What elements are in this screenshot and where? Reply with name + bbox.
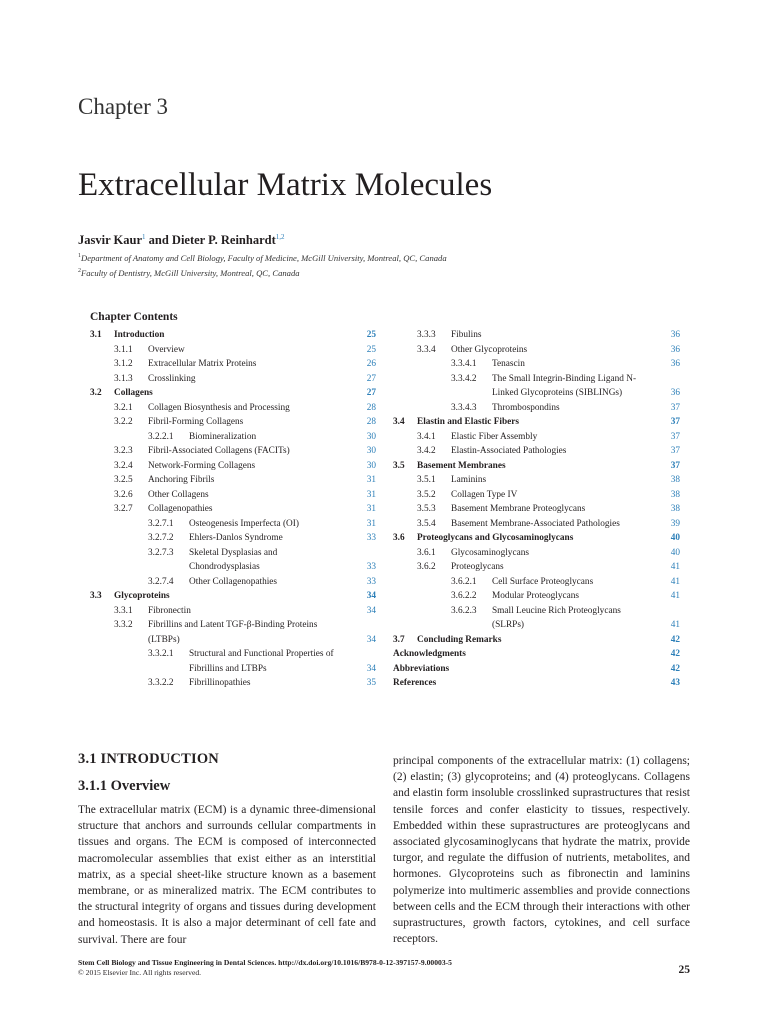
toc-page-link[interactable]: 28 bbox=[366, 402, 376, 413]
toc-page-link[interactable]: 37 bbox=[670, 402, 680, 413]
toc-entry-title: Glycosaminoglycans bbox=[451, 547, 529, 558]
toc-entry-title: Structural and Functional Properties of Fibrillins and LTBPs bbox=[189, 649, 334, 674]
toc-page-link[interactable]: 38 bbox=[670, 475, 680, 485]
toc-entry-number: 3.6.2.2 bbox=[451, 591, 477, 601]
toc-entry[interactable] bbox=[393, 575, 680, 590]
toc-page-link[interactable]: 28 bbox=[366, 417, 376, 427]
toc-entry[interactable] bbox=[393, 531, 680, 546]
toc-column-left bbox=[90, 328, 376, 691]
toc-entry-title: Biomineralization bbox=[189, 431, 257, 442]
toc-entry-number: 3.2.7.2 bbox=[148, 533, 174, 543]
page-number: 25 bbox=[678, 964, 690, 976]
toc-entry[interactable] bbox=[393, 517, 680, 532]
toc-entry[interactable] bbox=[90, 444, 376, 459]
toc-entry[interactable] bbox=[90, 488, 376, 503]
toc-entry-number: 3.3.4.3 bbox=[451, 402, 477, 413]
toc-entry[interactable] bbox=[90, 415, 376, 430]
affiliation-mark: 1 bbox=[142, 233, 146, 241]
affiliation-number: 1 bbox=[78, 253, 81, 260]
toc-entry-number: 3.3.4.2 bbox=[451, 373, 477, 384]
toc-entry-title: Extracellular Matrix Proteins bbox=[148, 359, 257, 369]
toc-entry[interactable] bbox=[393, 502, 680, 517]
author-name: Jasvir Kaur bbox=[78, 233, 143, 248]
section-heading: 3.1 INTRODUCTION bbox=[78, 751, 219, 767]
toc-page-link[interactable]: 38 bbox=[670, 504, 680, 514]
toc-entry-number: 3.4.2 bbox=[417, 446, 436, 456]
footer-copyright: © 2015 Elsevier Inc. All rights reserved. bbox=[78, 968, 202, 977]
toc-entry-number: 3.1.1 bbox=[114, 344, 133, 355]
toc-entry-title: The Small Integrin-Binding Ligand N-Linked Glycoproteins (SIBLINGs) bbox=[492, 373, 637, 398]
toc-entry-title: Other Collagens bbox=[148, 489, 209, 500]
toc-entry-number: 3.2.7.3 bbox=[148, 547, 174, 558]
toc-entry-title: Collagens bbox=[114, 388, 153, 398]
toc-entry-title: Concluding Remarks bbox=[417, 634, 502, 645]
toc-entry[interactable] bbox=[393, 444, 680, 459]
toc-entry-title: Thrombospondins bbox=[492, 402, 560, 413]
toc-page-link[interactable]: 26 bbox=[366, 359, 376, 369]
body-text-left: The extracellular matrix (ECM) is a dynamic three-dimensional structure that anchors and surrounds cellular compartments in tissues and organs. The ECM is composed of interconnected macromolecular assemblies that exist either as an interstitial matrix, as a special sheet-like structure known as a basement membrane, or as mineralized matrix. The ECM contributes to the structural integrity of organs and tissues during development and homeostasis. It is also a major determinant of cell fate and survival. There are four bbox=[78, 804, 376, 946]
toc-entry-title: Other Collagenopathies bbox=[189, 576, 278, 587]
affiliation-2 bbox=[78, 268, 300, 278]
toc-entry-number: 3.2.1 bbox=[114, 402, 133, 413]
toc-entry-number: 3.3.2 bbox=[114, 620, 133, 630]
toc-entry-number: 3.3 bbox=[90, 591, 102, 601]
toc-entry-number: 3.3.1 bbox=[114, 605, 133, 616]
affiliation-1 bbox=[78, 253, 447, 263]
author-name: Dieter P. Reinhardt bbox=[171, 233, 276, 248]
toc-entry[interactable] bbox=[393, 415, 680, 430]
toc-page-link[interactable]: 37 bbox=[670, 446, 680, 456]
toc-page-link[interactable]: 34 bbox=[366, 663, 376, 674]
toc-entry-title: Crosslinking bbox=[148, 373, 196, 384]
toc-entry-title: Osteogenesis Imperfecta (OI) bbox=[189, 518, 299, 529]
toc-entry-number: 3.5 bbox=[393, 460, 405, 471]
toc-entry-number: 3.2.7 bbox=[114, 504, 133, 514]
toc-entry[interactable] bbox=[90, 531, 376, 546]
toc-entry[interactable] bbox=[393, 488, 680, 503]
toc-entry[interactable] bbox=[393, 357, 680, 372]
toc-entry-number: 3.4 bbox=[393, 417, 405, 427]
chapter-title: Extracellular Matrix Molecules bbox=[78, 167, 493, 203]
toc-entry[interactable] bbox=[90, 430, 376, 445]
toc-page-link[interactable]: 41 bbox=[670, 576, 680, 587]
toc-entry-number: 3.6.1 bbox=[417, 547, 436, 558]
toc-entry-number: 3.3.2.1 bbox=[148, 649, 174, 659]
toc-entry-number: 3.6.2 bbox=[417, 562, 436, 572]
toc-entry-title: Fibrillinopathies bbox=[189, 678, 251, 688]
toc-entry-number: 3.6 bbox=[393, 533, 405, 543]
toc-page-link[interactable]: 33 bbox=[366, 562, 376, 572]
toc-entry-title: Fibrillins and Latent TGF-β-Binding Proteins (LTBPs) bbox=[148, 620, 318, 645]
toc-entry[interactable] bbox=[90, 386, 376, 401]
toc-entry-title: Abbreviations bbox=[393, 663, 450, 674]
toc-entry-number: 3.3.3 bbox=[417, 330, 436, 340]
affiliation-text: Faculty of Dentistry, McGill University, Montreal, QC, Canada bbox=[81, 268, 300, 278]
toc-entry-number: 3.6.2.1 bbox=[451, 576, 477, 587]
toc-entry-title: Glycoproteins bbox=[114, 591, 170, 601]
toc-entry[interactable] bbox=[90, 357, 376, 372]
toc-entry-title: Anchoring Fibrils bbox=[148, 475, 215, 485]
toc-column-right bbox=[393, 328, 680, 691]
toc-entry-number: 3.5.4 bbox=[417, 518, 436, 529]
toc-entry-number: 3.7 bbox=[393, 634, 405, 645]
toc-entry[interactable] bbox=[90, 328, 376, 343]
toc-entry[interactable] bbox=[90, 459, 376, 474]
toc-entry[interactable] bbox=[90, 618, 376, 647]
toc-page-link[interactable]: 27 bbox=[366, 388, 376, 398]
toc-entry[interactable] bbox=[90, 372, 376, 387]
toc-entry-title: Proteoglycans and Glycosaminoglycans bbox=[417, 533, 574, 543]
toc-entry-title: Tenascin bbox=[492, 359, 525, 369]
toc-entry[interactable] bbox=[393, 430, 680, 445]
toc-entry-number: 3.3.2.2 bbox=[148, 678, 174, 688]
toc-entry-number: 3.2.5 bbox=[114, 475, 133, 485]
toc-entry[interactable] bbox=[90, 517, 376, 532]
toc-entry-title: Elastic Fiber Assembly bbox=[451, 431, 538, 442]
toc-entry-number: 3.2.2 bbox=[114, 417, 133, 427]
toc-entry-title: Fibulins bbox=[451, 330, 482, 340]
toc-entry[interactable] bbox=[393, 662, 680, 677]
toc-entry[interactable] bbox=[393, 343, 680, 358]
toc-entry-title: Fibronectin bbox=[148, 605, 191, 616]
toc-page-link[interactable]: 30 bbox=[366, 431, 376, 442]
toc-page-link[interactable]: 43 bbox=[670, 678, 680, 688]
toc-entry-number: 3.5.3 bbox=[417, 504, 436, 514]
affiliation-mark: 1,2 bbox=[275, 233, 285, 241]
toc-page-link[interactable]: 31 bbox=[366, 489, 376, 500]
toc-entry[interactable] bbox=[90, 647, 376, 676]
toc-entry-title: Fibril-Associated Collagens (FACITs) bbox=[148, 446, 290, 456]
toc-page-link[interactable]: 36 bbox=[670, 359, 680, 369]
toc-entry-number: 3.1.3 bbox=[114, 373, 133, 384]
toc-entry[interactable] bbox=[393, 604, 680, 633]
toc-entry-title: Collagen Type IV bbox=[451, 489, 518, 500]
toc-entry-title: Basement Membrane Proteoglycans bbox=[451, 504, 586, 514]
toc-entry-title: Elastin and Elastic Fibers bbox=[417, 417, 520, 427]
toc-entry[interactable] bbox=[393, 560, 680, 575]
toc-entry-title: Skeletal Dysplasias and Chondrodysplasias bbox=[189, 547, 278, 572]
toc-page-link[interactable]: 40 bbox=[670, 533, 680, 543]
toc-entry-number: 3.3.4.1 bbox=[451, 359, 477, 369]
toc-entry-number: 3.1 bbox=[90, 330, 102, 340]
toc-entry[interactable] bbox=[393, 647, 680, 662]
toc-entry[interactable] bbox=[393, 473, 680, 488]
toc-entry-title: Basement Membranes bbox=[417, 460, 506, 471]
toc-entry-title: Collagen Biosynthesis and Processing bbox=[148, 402, 290, 413]
toc-page-link[interactable]: 34 bbox=[366, 591, 376, 601]
toc-entry-number: 3.5.2 bbox=[417, 489, 436, 500]
toc-entry[interactable] bbox=[393, 589, 680, 604]
toc-entry[interactable] bbox=[393, 372, 680, 401]
author-line bbox=[78, 233, 284, 248]
toc-page-link[interactable]: 25 bbox=[366, 330, 376, 340]
toc-page-link[interactable]: 37 bbox=[670, 460, 680, 471]
contents-title: Chapter Contents bbox=[90, 311, 178, 323]
toc-page-link[interactable]: 37 bbox=[670, 417, 680, 427]
toc-entry-title: Modular Proteoglycans bbox=[492, 591, 580, 601]
toc-page-link[interactable]: 36 bbox=[670, 388, 680, 398]
toc-entry-number: 3.1.2 bbox=[114, 359, 133, 369]
toc-entry-title: Introduction bbox=[114, 330, 165, 340]
toc-entry-number: 3.5.1 bbox=[417, 475, 436, 485]
toc-entry-title: Other Glycoproteins bbox=[451, 344, 528, 355]
toc-page-link[interactable]: 42 bbox=[670, 649, 680, 659]
author-conjunction: and bbox=[145, 233, 172, 248]
toc-page-link[interactable]: 36 bbox=[670, 330, 680, 340]
toc-page-link[interactable]: 42 bbox=[670, 634, 680, 645]
toc-page-link[interactable]: 39 bbox=[670, 518, 680, 529]
toc-entry-title: Basement Membrane-Associated Pathologies bbox=[451, 518, 620, 529]
toc-entry-title: Laminins bbox=[451, 475, 487, 485]
toc-entry-number: 3.2.3 bbox=[114, 446, 133, 456]
toc-entry[interactable] bbox=[90, 546, 376, 575]
toc-page-link[interactable]: 30 bbox=[366, 446, 376, 456]
toc-page-link[interactable]: 41 bbox=[670, 591, 680, 601]
chapter-label: Chapter 3 bbox=[78, 94, 169, 119]
toc-page-link[interactable]: 27 bbox=[366, 373, 376, 384]
toc-entry[interactable] bbox=[90, 502, 376, 517]
toc-entry[interactable] bbox=[90, 473, 376, 488]
toc-page-link[interactable]: 33 bbox=[366, 576, 376, 587]
toc-page-link[interactable]: 31 bbox=[366, 518, 376, 529]
toc-entry-number: 3.2.7.1 bbox=[148, 518, 174, 529]
toc-page-link[interactable]: 42 bbox=[670, 663, 680, 674]
toc-page-link[interactable]: 41 bbox=[670, 620, 680, 630]
toc-page-link[interactable]: 33 bbox=[366, 533, 376, 543]
toc-entry[interactable] bbox=[393, 328, 680, 343]
page-footer bbox=[78, 958, 452, 978]
toc-entry[interactable] bbox=[90, 401, 376, 416]
toc-page-link[interactable]: 34 bbox=[366, 634, 376, 645]
toc-page-link[interactable]: 35 bbox=[366, 678, 376, 688]
toc-entry-number: 3.2 bbox=[90, 388, 102, 398]
toc-entry[interactable] bbox=[90, 589, 376, 604]
toc-page-link[interactable]: 30 bbox=[366, 460, 376, 471]
toc-entry-number: 3.3.4 bbox=[417, 344, 436, 355]
toc-entry-title: Ehlers-Danlos Syndrome bbox=[189, 533, 283, 543]
toc-entry[interactable] bbox=[393, 633, 680, 648]
toc-page-link[interactable]: 37 bbox=[670, 431, 680, 442]
toc-entry-title: Collagenopathies bbox=[148, 504, 213, 514]
toc-entry-number: 3.2.6 bbox=[114, 489, 133, 500]
toc-page-link[interactable]: 41 bbox=[670, 562, 680, 572]
toc-entry-title: Overview bbox=[148, 344, 185, 355]
toc-entry[interactable] bbox=[90, 575, 376, 590]
affiliation-number: 2 bbox=[78, 268, 81, 275]
toc-page-link[interactable]: 31 bbox=[366, 504, 376, 514]
toc-entry-number: 3.6.2.3 bbox=[451, 605, 477, 616]
toc-page-link[interactable]: 38 bbox=[670, 489, 680, 500]
toc-page-link[interactable]: 25 bbox=[366, 344, 376, 355]
body-text-right: principal components of the extracellular matrix: (1) collagens; (2) elastin; (3) glycoproteins; and (4) proteoglycans. Collagens and elastin form insoluble crosslinked suprastructures that resist tensile forces and confer elasticity to tissues, respectively. Embedded within these suprastructures are proteoglycans and associated glycosaminoglycans that hydrate the matrix, provide turgor, and regulate the diffusion of nutrients, metabolites, and hormones. Glycoproteins such as fibronectin and laminins polymerize into multimeric assemblies and provide connections between cells and the ECM through their interactions with other suprastructures, growth factors, cytokines, and cell surface receptors. bbox=[393, 755, 690, 946]
toc-page-link[interactable]: 36 bbox=[670, 344, 680, 355]
toc-entry-title: Cell Surface Proteoglycans bbox=[492, 576, 594, 587]
toc-entry[interactable] bbox=[90, 343, 376, 358]
toc-entry[interactable] bbox=[393, 546, 680, 561]
toc-entry[interactable] bbox=[90, 604, 376, 619]
affiliation-text: Department of Anatomy and Cell Biology, Faculty of Medicine, McGill University, Montreal, QC, Canada bbox=[81, 253, 447, 263]
toc-entry[interactable] bbox=[393, 401, 680, 416]
toc-entry-title: Small Leucine Rich Proteoglycans (SLRPs) bbox=[492, 605, 621, 630]
toc-entry-title: Elastin-Associated Pathologies bbox=[451, 446, 567, 456]
toc-entry-title: Acknowledgments bbox=[393, 649, 466, 659]
toc-entry-number: 3.4.1 bbox=[417, 431, 436, 442]
toc-page-link[interactable]: 34 bbox=[366, 605, 376, 616]
toc-entry[interactable] bbox=[393, 459, 680, 474]
subsection-heading: 3.1.1 Overview bbox=[78, 778, 171, 794]
toc-entry[interactable] bbox=[90, 676, 376, 691]
toc-entry-number: 3.2.7.4 bbox=[148, 576, 174, 587]
toc-entry-title: Proteoglycans bbox=[451, 562, 504, 572]
toc-entry-title: Network-Forming Collagens bbox=[148, 460, 256, 471]
toc-entry-number: 3.2.2.1 bbox=[148, 431, 174, 442]
toc-entry-title: References bbox=[393, 678, 437, 688]
toc-page-link[interactable]: 40 bbox=[670, 547, 680, 558]
toc-entry[interactable] bbox=[393, 676, 680, 691]
toc-entry-number: 3.2.4 bbox=[114, 460, 133, 471]
toc-entry-title: Fibril-Forming Collagens bbox=[148, 417, 244, 427]
toc-page-link[interactable]: 31 bbox=[366, 475, 376, 485]
footer-citation: Stem Cell Biology and Tissue Engineering in Dental Sciences. http://dx.doi.org/10.1016/B978-0-12-397157-9.00003-5 bbox=[78, 958, 452, 967]
